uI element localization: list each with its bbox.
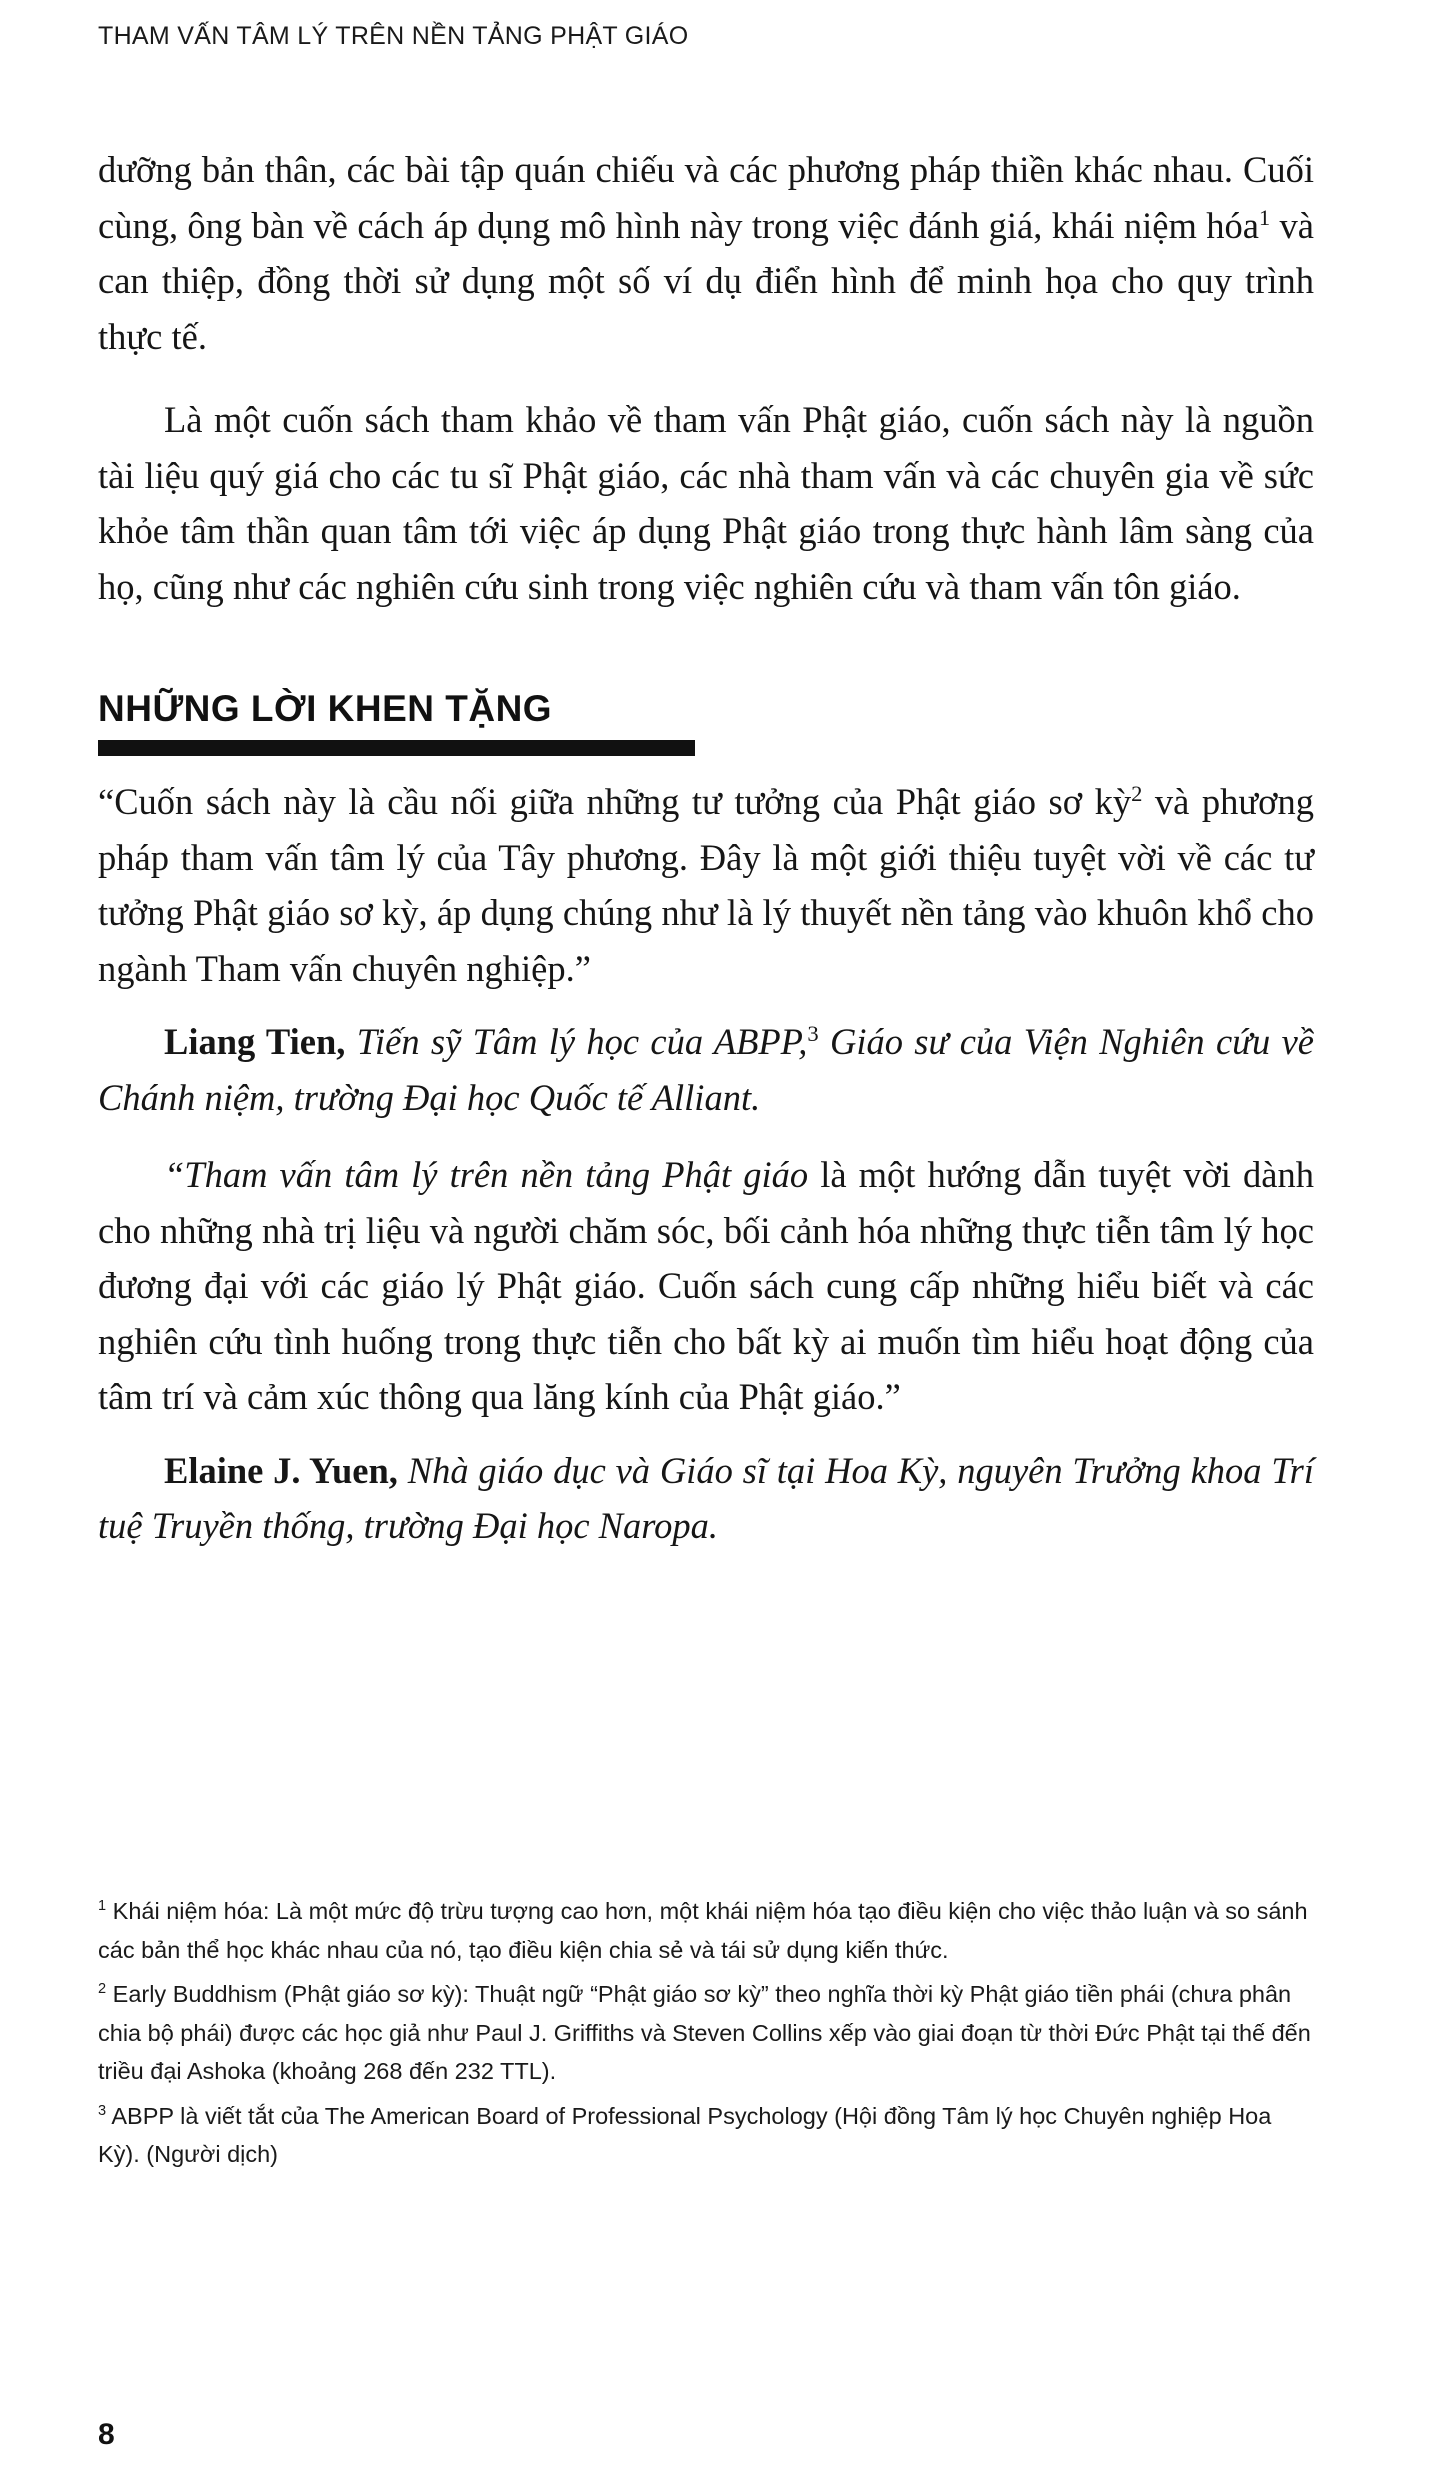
paragraph-text: và can thiệp, đồng thời sử dụng một số ví dụ điển hình để minh họa cho quy trình thực tế. — [98, 204, 1315, 357]
footnote — [98, 2097, 1314, 2174]
book-title: “Tham vấn tâm lý trên nền tảng Phật giáo — [164, 1154, 809, 1195]
author-role: Nhà giáo dục và Giáo sĩ tại Hoa Kỳ, nguyên Trưởng khoa Trí tuệ Truyền thống, trường Đại học Naropa. — [98, 1449, 1314, 1546]
footnote-number: 1 — [98, 1898, 107, 1915]
footnote-ref: 3 — [807, 1020, 819, 1046]
quote-text: và phương pháp tham vấn tâm lý của Tây phương. Đây là một giới thiệu tuyệt vời về các tư tưởng Phật giáo sơ kỳ, áp dụng chúng như là lý thuyết nền tảng vào khuôn khổ cho ngành Tham vấn chuyên nghiệp.” — [98, 781, 1314, 989]
footnote-ref: 1 — [1258, 204, 1271, 230]
author-name: Elaine J. Yuen, — [164, 1449, 398, 1491]
footnote-text: Early Buddhism (Phật giáo sơ kỳ): Thuật ngữ “Phật giáo sơ kỳ” theo nghĩa thời kỳ Phật giáo tiền phái (chưa phân chia bộ phái) được các học giả như Paul J. Griffiths và Steven Collins xếp vào giai đoạn từ thời Đức Phật tại thế đến triều đại Ashoka (khoảng 268 đến 232 TTL). — [98, 1981, 1311, 2084]
section-heading: NHỮNG LỜI KHEN TẶNG — [98, 688, 553, 729]
footnote-text: ABPP là viết tắt của The American Board of Professional Psychology (Hội đồng Tâm lý học Chuyên nghiệp Hoa Kỳ). (Người dịch) — [98, 2102, 1272, 2167]
heading-underline — [98, 740, 695, 756]
author-name: Liang Tien, — [164, 1021, 346, 1062]
footnote-ref: 2 — [1131, 780, 1143, 806]
praise-quote — [98, 1147, 1314, 1425]
author-role: Tiến sỹ Tâm lý học của ABPP, — [345, 1021, 808, 1062]
paragraph-continued — [98, 142, 1314, 364]
paragraph-text: dưỡng bản thân, các bài tập quán chiếu và các phương pháp thiền khác nhau. Cuối cùng, ông bàn về cách áp dụng mô hình này trong việc đánh giá, khái niệm hóa — [98, 149, 1314, 246]
praise-attribution — [98, 1443, 1314, 1554]
footnote — [98, 1892, 1314, 1969]
praise-quote — [98, 774, 1314, 996]
quote-text: “Cuốn sách này là cầu nối giữa những tư tưởng của Phật giáo sơ kỳ — [98, 781, 1132, 822]
main-text — [98, 142, 1314, 1554]
footnote-number: 2 — [98, 1981, 107, 1998]
footnotes — [98, 1892, 1314, 2180]
running-head: THAM VẤN TÂM LÝ TRÊN NỀN TẢNG PHẬT GIÁO — [98, 22, 689, 50]
page-number: 8 — [98, 2418, 115, 2451]
footnote — [98, 1975, 1314, 2091]
paragraph: Là một cuốn sách tham khảo về tham vấn Phật giáo, cuốn sách này là nguồn tài liệu quý giá cho các tu sĩ Phật giáo, các nhà tham vấn và các chuyên gia về sức khỏe tâm thần quan tâm tới việc áp dụng Phật giáo trong thực hành lâm sàng của họ, cũng như các nghiên cứu sinh trong việc nghiên cứu và tham vấn tôn giáo. — [98, 399, 1314, 607]
footnote-number: 3 — [98, 2102, 107, 2119]
quote-text: là một hướng dẫn tuyệt vời dành cho những nhà trị liệu và người chăm sóc, bối cảnh hóa những thực tiễn tâm lý học đương đại với các giáo lý Phật giáo. Cuốn sách cung cấp những hiểu biết và các nghiên cứu tình huống trong thực tiễn cho bất kỳ ai muốn tìm hiểu hoạt động của tâm trí và cảm xúc thông qua lăng kính của Phật giáo.” — [98, 1154, 1314, 1417]
praise-attribution — [98, 1014, 1314, 1125]
footnote-text: Khái niệm hóa: Là một mức độ trừu tượng cao hơn, một khái niệm hóa tạo điều kiện cho việc thảo luận và so sánh các bản thể học khác nhau của nó, tạo điều kiện chia sẻ và tái sử dụng kiến thức. — [98, 1898, 1308, 1963]
author-role: Giáo sư của Viện Nghiên cứu về Chánh niệm, trường Đại học Quốc tế Alliant. — [98, 1021, 1315, 1118]
